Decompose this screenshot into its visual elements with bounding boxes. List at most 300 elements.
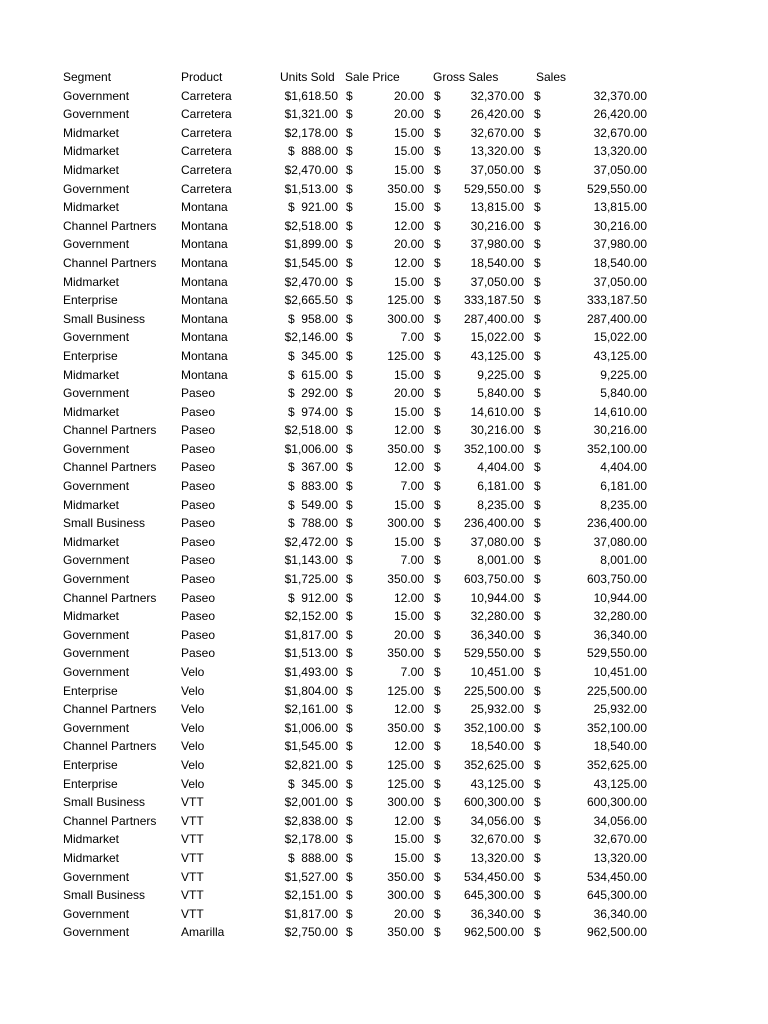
gross-sales-cell: 645,300.00: [463, 888, 524, 903]
units-sold-cell: $ 549.00: [287, 497, 338, 512]
currency-symbol: $: [434, 572, 441, 587]
units-sold-cell: $1,804.00: [284, 683, 338, 698]
currency-symbol: $: [434, 237, 441, 252]
segment-cell: Midmarket: [63, 162, 120, 177]
sale-price-cell: 15.00: [393, 609, 424, 624]
product-cell: VTT: [181, 813, 204, 828]
sale-price-cell: 300.00: [387, 311, 424, 326]
currency-symbol: $: [534, 888, 541, 903]
units-sold-cell: $1,899.00: [284, 237, 338, 252]
units-sold-cell: $1,817.00: [284, 627, 338, 642]
table-row: [0, 458, 768, 477]
table-row: [0, 886, 768, 905]
segment-cell: Channel Partners: [63, 255, 157, 270]
currency-symbol: $: [434, 255, 441, 270]
sale-price-cell: 20.00: [393, 906, 424, 921]
currency-symbol: $: [346, 757, 353, 772]
currency-symbol: $: [434, 906, 441, 921]
sales-cell: 13,815.00: [593, 200, 647, 215]
sales-cell: 8,235.00: [600, 497, 647, 512]
currency-symbol: $: [434, 423, 441, 438]
currency-symbol: $: [534, 850, 541, 865]
units-sold-cell: $ 788.00: [287, 516, 338, 531]
sale-price-cell: 20.00: [393, 627, 424, 642]
currency-symbol: $: [346, 237, 353, 252]
segment-cell: Government: [63, 665, 130, 679]
sales-cell: 18,540.00: [593, 739, 647, 754]
currency-symbol: $: [534, 218, 541, 233]
table-row: [0, 868, 768, 887]
table-row: [0, 737, 768, 756]
currency-symbol: $: [534, 181, 541, 196]
sales-cell: 14,610.00: [593, 404, 647, 419]
gross-sales-cell: 43,125.00: [470, 776, 524, 791]
currency-symbol: $: [534, 88, 541, 103]
sale-price-cell: 7.00: [400, 665, 424, 679]
gross-sales-cell: 6,181.00: [477, 479, 524, 494]
product-cell: Velo: [181, 757, 205, 772]
currency-symbol: $: [346, 423, 353, 438]
gross-sales-cell: 37,980.00: [470, 237, 524, 252]
currency-symbol: $: [346, 850, 353, 865]
segment-cell: Small Business: [63, 888, 146, 903]
currency-symbol: $: [346, 888, 353, 903]
segment-cell: Channel Partners: [63, 590, 157, 605]
product-cell: Carretera: [181, 88, 232, 103]
currency-symbol: $: [346, 479, 353, 494]
sale-price-cell: 12.00: [393, 702, 424, 717]
gross-sales-cell: 225,500.00: [463, 683, 524, 698]
sale-price-cell: 15.00: [393, 144, 424, 159]
product-cell: Carretera: [181, 144, 232, 159]
product-cell: Carretera: [181, 107, 232, 122]
units-sold-cell: $1,545.00: [284, 255, 338, 270]
currency-symbol: $: [346, 609, 353, 624]
product-cell: Paseo: [181, 404, 216, 419]
product-cell: VTT: [181, 869, 204, 884]
currency-symbol: $: [534, 479, 541, 494]
sale-price-cell: 15.00: [393, 850, 424, 865]
sales-cell: 10,451.00: [593, 665, 647, 679]
currency-symbol: $: [534, 423, 541, 438]
units-sold-cell: $1,143.00: [284, 553, 338, 568]
currency-symbol: $: [434, 144, 441, 159]
table-row: [0, 905, 768, 924]
header-product: Product: [181, 70, 223, 84]
currency-symbol: $: [346, 255, 353, 270]
units-sold-cell: $2,161.00: [284, 702, 338, 717]
sales-cell: 36,340.00: [593, 627, 647, 642]
segment-cell: Small Business: [63, 311, 146, 326]
header-row: [0, 68, 768, 87]
currency-symbol: $: [346, 125, 353, 140]
units-sold-cell: $2,470.00: [284, 274, 338, 289]
segment-cell: Midmarket: [63, 125, 120, 140]
currency-symbol: $: [346, 739, 353, 754]
sales-cell: 10,944.00: [593, 590, 647, 605]
product-cell: Paseo: [181, 590, 216, 605]
sale-price-cell: 350.00: [387, 720, 424, 735]
gross-sales-cell: 352,100.00: [463, 441, 524, 456]
units-sold-cell: $ 974.00: [287, 404, 338, 419]
currency-symbol: $: [534, 683, 541, 698]
product-cell: Paseo: [181, 646, 216, 661]
segment-cell: Government: [63, 572, 130, 587]
sale-price-cell: 15.00: [393, 200, 424, 215]
table-row: [0, 124, 768, 143]
table-row: [0, 775, 768, 794]
currency-symbol: $: [534, 107, 541, 122]
segment-cell: Government: [63, 386, 130, 401]
currency-symbol: $: [434, 888, 441, 903]
gross-sales-cell: 25,932.00: [470, 702, 524, 717]
table-row: [0, 440, 768, 459]
currency-symbol: $: [534, 330, 541, 345]
currency-symbol: $: [534, 125, 541, 140]
currency-symbol: $: [534, 237, 541, 252]
header-units-sold: Units Sold: [280, 70, 335, 84]
currency-symbol: $: [434, 553, 441, 568]
sales-cell: 30,216.00: [593, 423, 647, 438]
currency-symbol: $: [434, 311, 441, 326]
sale-price-cell: 350.00: [387, 646, 424, 661]
gross-sales-cell: 13,320.00: [470, 850, 524, 865]
gross-sales-cell: 14,610.00: [470, 404, 524, 419]
segment-cell: Government: [63, 181, 130, 196]
sale-price-cell: 7.00: [400, 479, 424, 494]
product-cell: Paseo: [181, 609, 216, 624]
currency-symbol: $: [534, 274, 541, 289]
currency-symbol: $: [434, 181, 441, 196]
table-row: [0, 235, 768, 254]
units-sold-cell: $ 367.00: [287, 460, 338, 475]
units-sold-cell: $1,513.00: [284, 181, 338, 196]
gross-sales-cell: 36,340.00: [470, 627, 524, 642]
units-sold-cell: $1,725.00: [284, 572, 338, 587]
currency-symbol: $: [434, 293, 441, 308]
product-cell: Paseo: [181, 553, 216, 568]
currency-symbol: $: [434, 832, 441, 847]
currency-symbol: $: [434, 739, 441, 754]
gross-sales-cell: 43,125.00: [470, 348, 524, 363]
units-sold-cell: $1,006.00: [284, 441, 338, 456]
table-row: [0, 644, 768, 663]
sale-price-cell: 125.00: [387, 683, 424, 698]
table-row: [0, 310, 768, 329]
units-sold-cell: $ 883.00: [287, 479, 338, 494]
sale-price-cell: 12.00: [393, 739, 424, 754]
sale-price-cell: 7.00: [400, 330, 424, 345]
sales-cell: 352,625.00: [586, 757, 647, 772]
currency-symbol: $: [434, 162, 441, 177]
currency-symbol: $: [434, 813, 441, 828]
sales-cell: 18,540.00: [593, 255, 647, 270]
segment-cell: Midmarket: [63, 404, 120, 419]
sale-price-cell: 125.00: [387, 776, 424, 791]
currency-symbol: $: [534, 757, 541, 772]
segment-cell: Government: [63, 479, 130, 494]
segment-cell: Midmarket: [63, 200, 120, 215]
segment-cell: Enterprise: [63, 348, 118, 363]
units-sold-cell: $ 958.00: [287, 311, 338, 326]
currency-symbol: $: [346, 906, 353, 921]
currency-symbol: $: [534, 776, 541, 791]
gross-sales-cell: 32,370.00: [470, 88, 524, 103]
gross-sales-cell: 37,080.00: [470, 534, 524, 549]
sale-price-cell: 300.00: [387, 888, 424, 903]
table-body: [0, 87, 768, 942]
sales-cell: 225,500.00: [586, 683, 647, 698]
currency-symbol: $: [534, 348, 541, 363]
table-row: [0, 328, 768, 347]
product-cell: VTT: [181, 832, 204, 847]
currency-symbol: $: [346, 181, 353, 196]
segment-cell: Channel Partners: [63, 702, 157, 717]
gross-sales-cell: 34,056.00: [470, 813, 524, 828]
sale-price-cell: 12.00: [393, 423, 424, 438]
segment-cell: Channel Partners: [63, 813, 157, 828]
product-cell: Velo: [181, 776, 205, 791]
gross-sales-cell: 352,625.00: [463, 757, 524, 772]
product-cell: Paseo: [181, 460, 216, 475]
currency-symbol: $: [346, 925, 353, 940]
sales-cell: 15,022.00: [593, 330, 647, 345]
gross-sales-cell: 32,670.00: [470, 125, 524, 140]
table-row: [0, 830, 768, 849]
sale-price-cell: 12.00: [393, 255, 424, 270]
segment-cell: Government: [63, 906, 130, 921]
table-row: [0, 421, 768, 440]
sales-cell: 529,550.00: [586, 181, 647, 196]
currency-symbol: $: [346, 386, 353, 401]
currency-symbol: $: [534, 441, 541, 456]
sales-cell: 534,450.00: [586, 869, 647, 884]
sale-price-cell: 125.00: [387, 757, 424, 772]
gross-sales-cell: 18,540.00: [470, 739, 524, 754]
product-cell: VTT: [181, 906, 204, 921]
currency-symbol: $: [534, 311, 541, 326]
sale-price-cell: 350.00: [387, 441, 424, 456]
gross-sales-cell: 962,500.00: [463, 925, 524, 940]
product-cell: Paseo: [181, 423, 216, 438]
gross-sales-cell: 9,225.00: [477, 367, 524, 382]
currency-symbol: $: [346, 441, 353, 456]
sales-cell: 6,181.00: [600, 479, 647, 494]
units-sold-cell: $ 921.00: [287, 200, 338, 215]
product-cell: Velo: [181, 739, 205, 754]
currency-symbol: $: [346, 795, 353, 810]
currency-symbol: $: [434, 609, 441, 624]
currency-symbol: $: [434, 125, 441, 140]
gross-sales-cell: 26,420.00: [470, 107, 524, 122]
product-cell: Velo: [181, 720, 205, 735]
sale-price-cell: 15.00: [393, 125, 424, 140]
gross-sales-cell: 333,187.50: [463, 293, 524, 308]
segment-cell: Enterprise: [63, 757, 118, 772]
spreadsheet: [0, 68, 768, 942]
currency-symbol: $: [346, 702, 353, 717]
currency-symbol: $: [434, 200, 441, 215]
sale-price-cell: 20.00: [393, 88, 424, 103]
units-sold-cell: $2,665.50: [284, 293, 338, 308]
sale-price-cell: 12.00: [393, 813, 424, 828]
gross-sales-cell: 10,451.00: [470, 665, 524, 679]
units-sold-cell: $2,518.00: [284, 423, 338, 438]
currency-symbol: $: [534, 906, 541, 921]
segment-cell: Enterprise: [63, 776, 118, 791]
table-row: [0, 607, 768, 626]
sales-cell: 37,080.00: [593, 534, 647, 549]
sales-cell: 333,187.50: [586, 293, 647, 308]
segment-cell: Government: [63, 869, 130, 884]
segment-cell: Midmarket: [63, 497, 120, 512]
units-sold-cell: $1,817.00: [284, 906, 338, 921]
units-sold-cell: $2,146.00: [284, 330, 338, 345]
currency-symbol: $: [346, 460, 353, 475]
segment-cell: Midmarket: [63, 274, 120, 289]
currency-symbol: $: [346, 200, 353, 215]
sale-price-cell: 125.00: [387, 348, 424, 363]
currency-symbol: $: [346, 832, 353, 847]
segment-cell: Midmarket: [63, 832, 120, 847]
gross-sales-cell: 13,320.00: [470, 144, 524, 159]
currency-symbol: $: [534, 702, 541, 717]
table-row: [0, 589, 768, 608]
gross-sales-cell: 287,400.00: [463, 311, 524, 326]
currency-symbol: $: [346, 330, 353, 345]
units-sold-cell: $1,545.00: [284, 739, 338, 754]
currency-symbol: $: [434, 88, 441, 103]
product-cell: Montana: [181, 255, 228, 270]
currency-symbol: $: [434, 218, 441, 233]
units-sold-cell: $1,618.50: [284, 88, 338, 103]
segment-cell: Channel Partners: [63, 739, 157, 754]
product-cell: Montana: [181, 367, 228, 382]
sale-price-cell: 15.00: [393, 367, 424, 382]
segment-cell: Government: [63, 627, 130, 642]
units-sold-cell: $1,513.00: [284, 646, 338, 661]
gross-sales-cell: 352,100.00: [463, 720, 524, 735]
table-row: [0, 551, 768, 570]
sales-cell: 13,320.00: [593, 144, 647, 159]
sale-price-cell: 350.00: [387, 925, 424, 940]
table-row: [0, 87, 768, 106]
sale-price-cell: 15.00: [393, 497, 424, 512]
product-cell: Carretera: [181, 162, 232, 177]
currency-symbol: $: [434, 720, 441, 735]
sales-cell: 37,050.00: [593, 274, 647, 289]
segment-cell: Small Business: [63, 516, 146, 531]
product-cell: Carretera: [181, 181, 232, 196]
currency-symbol: $: [346, 683, 353, 698]
sales-cell: 37,980.00: [593, 237, 647, 252]
segment-cell: Midmarket: [63, 144, 120, 159]
segment-cell: Government: [63, 441, 130, 456]
gross-sales-cell: 32,670.00: [470, 832, 524, 847]
gross-sales-cell: 30,216.00: [470, 423, 524, 438]
table-row: [0, 756, 768, 775]
header-sale-price: Sale Price: [345, 70, 400, 84]
table-row: [0, 273, 768, 292]
table-row: [0, 217, 768, 236]
sale-price-cell: 15.00: [393, 832, 424, 847]
table-row: [0, 198, 768, 217]
currency-symbol: $: [346, 813, 353, 828]
sales-cell: 962,500.00: [586, 925, 647, 940]
currency-symbol: $: [434, 627, 441, 642]
product-cell: Montana: [181, 330, 228, 345]
currency-symbol: $: [434, 590, 441, 605]
currency-symbol: $: [346, 646, 353, 661]
sale-price-cell: 125.00: [387, 293, 424, 308]
units-sold-cell: $ 888.00: [287, 850, 338, 865]
currency-symbol: $: [434, 702, 441, 717]
gross-sales-cell: 4,404.00: [477, 460, 524, 475]
segment-cell: Midmarket: [63, 367, 120, 382]
product-cell: Velo: [181, 683, 205, 698]
units-sold-cell: $ 345.00: [287, 776, 338, 791]
currency-symbol: $: [346, 665, 353, 679]
gross-sales-cell: 30,216.00: [470, 218, 524, 233]
currency-symbol: $: [346, 572, 353, 587]
currency-symbol: $: [434, 367, 441, 382]
currency-symbol: $: [534, 739, 541, 754]
product-cell: Montana: [181, 311, 228, 326]
currency-symbol: $: [346, 348, 353, 363]
currency-symbol: $: [534, 460, 541, 475]
currency-symbol: $: [434, 757, 441, 772]
sales-cell: 352,100.00: [586, 441, 647, 456]
sales-cell: 36,340.00: [593, 906, 647, 921]
currency-symbol: $: [434, 646, 441, 661]
segment-cell: Government: [63, 553, 130, 568]
sales-cell: 43,125.00: [593, 348, 647, 363]
product-cell: Paseo: [181, 534, 216, 549]
table-row: [0, 291, 768, 310]
product-cell: VTT: [181, 888, 204, 903]
currency-symbol: $: [434, 683, 441, 698]
currency-symbol: $: [346, 627, 353, 642]
currency-symbol: $: [534, 404, 541, 419]
currency-symbol: $: [346, 590, 353, 605]
table-row: [0, 812, 768, 831]
sale-price-cell: 15.00: [393, 162, 424, 177]
sales-cell: 13,320.00: [593, 850, 647, 865]
currency-symbol: $: [534, 925, 541, 940]
gross-sales-cell: 36,340.00: [470, 906, 524, 921]
currency-symbol: $: [346, 404, 353, 419]
product-cell: Amarilla: [181, 925, 225, 940]
currency-symbol: $: [534, 609, 541, 624]
currency-symbol: $: [434, 665, 441, 679]
segment-cell: Channel Partners: [63, 460, 157, 475]
currency-symbol: $: [534, 572, 541, 587]
table-row: [0, 254, 768, 273]
currency-symbol: $: [434, 869, 441, 884]
currency-symbol: $: [434, 404, 441, 419]
sales-cell: 43,125.00: [593, 776, 647, 791]
table-row: [0, 626, 768, 645]
currency-symbol: $: [434, 441, 441, 456]
sale-price-cell: 350.00: [387, 572, 424, 587]
table-row: [0, 570, 768, 589]
currency-symbol: $: [534, 627, 541, 642]
gross-sales-cell: 18,540.00: [470, 255, 524, 270]
gross-sales-cell: 8,001.00: [477, 553, 524, 568]
gross-sales-cell: 5,840.00: [477, 386, 524, 401]
currency-symbol: $: [346, 869, 353, 884]
sale-price-cell: 20.00: [393, 107, 424, 122]
